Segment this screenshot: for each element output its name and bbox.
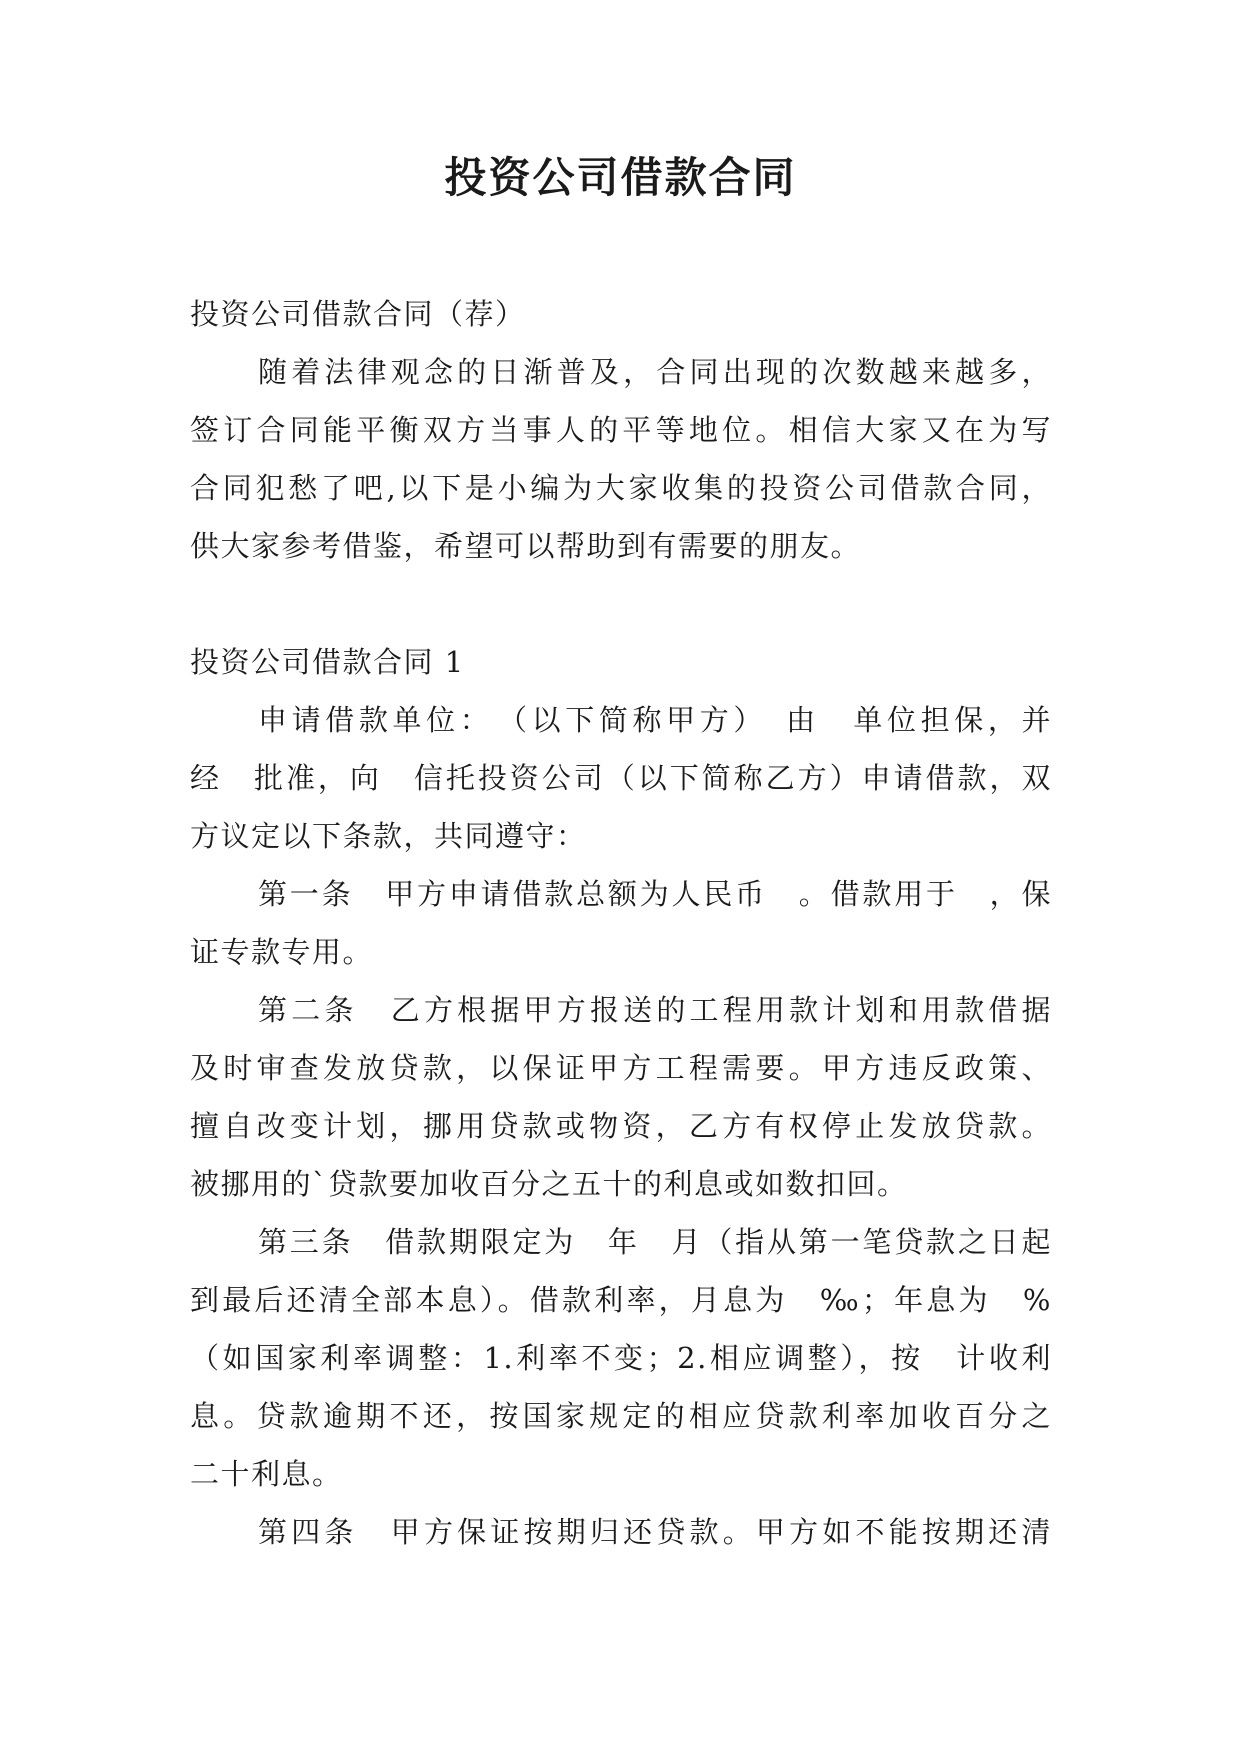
article-2-line: 及时审查发放贷款，以保证甲方工程需要。甲方违反政策、 [190,1051,1052,1085]
article-3-line: 息。贷款逾期不还，按国家规定的相应贷款利率加收百分之 [190,1399,1052,1433]
document-body [190,285,1052,1561]
subtitle-line: 投资公司借款合同（荐） [190,297,526,331]
contract-line: 经 批准，向 信托投资公司（以下简称乙方）申请借款，双 [190,761,1052,795]
intro-line: 签订合同能平衡双方当事人的平等地位。相信大家又在为写 [190,413,1052,447]
section-heading: 投资公司借款合同 1 [190,645,465,679]
article-4-line: 第四条 甲方保证按期归还贷款。甲方如不能按期还清 [258,1515,1052,1549]
article-3-line: 二十利息。 [190,1457,343,1491]
intro-line: 供大家参考借鉴，希望可以帮助到有需要的朋友。 [190,529,862,563]
document-title: 投资公司借款合同 [444,153,797,202]
blank-line [190,575,1052,633]
contract-line: 申请借款单位： （以下简称甲方） 由 单位担保，并 [258,703,1052,737]
article-2-line: 被挪用的`贷款要加收百分之五十的利息或如数扣回。 [190,1167,908,1201]
article-1-line: 第一条 甲方申请借款总额为人民币 。借款用于 ，保 [258,877,1052,911]
intro-line: 随着法律观念的日渐普及，合同出现的次数越来越多， [258,355,1052,389]
article-3-line: 第三条 借款期限定为 年 月（指从第一笔贷款之日起 [258,1225,1052,1259]
article-1-line: 证专款专用。 [190,935,374,969]
contract-line: 方议定以下条款，共同遵守： [190,819,587,853]
article-3-line: （如国家利率调整：1.利率不变；2.相应调整），按 计收利 [190,1341,1052,1375]
article-2-line: 擅自改变计划，挪用贷款或物资，乙方有权停止发放贷款。 [190,1109,1052,1143]
intro-line: 合同犯愁了吧,以下是小编为大家收集的投资公司借款合同， [190,471,1052,505]
article-2-line: 第二条 乙方根据甲方报送的工程用款计划和用款借据 [258,993,1052,1027]
article-3-line: 到最后还清全部本息）。借款利率，月息为 ‰；年息为 % [190,1283,1052,1317]
